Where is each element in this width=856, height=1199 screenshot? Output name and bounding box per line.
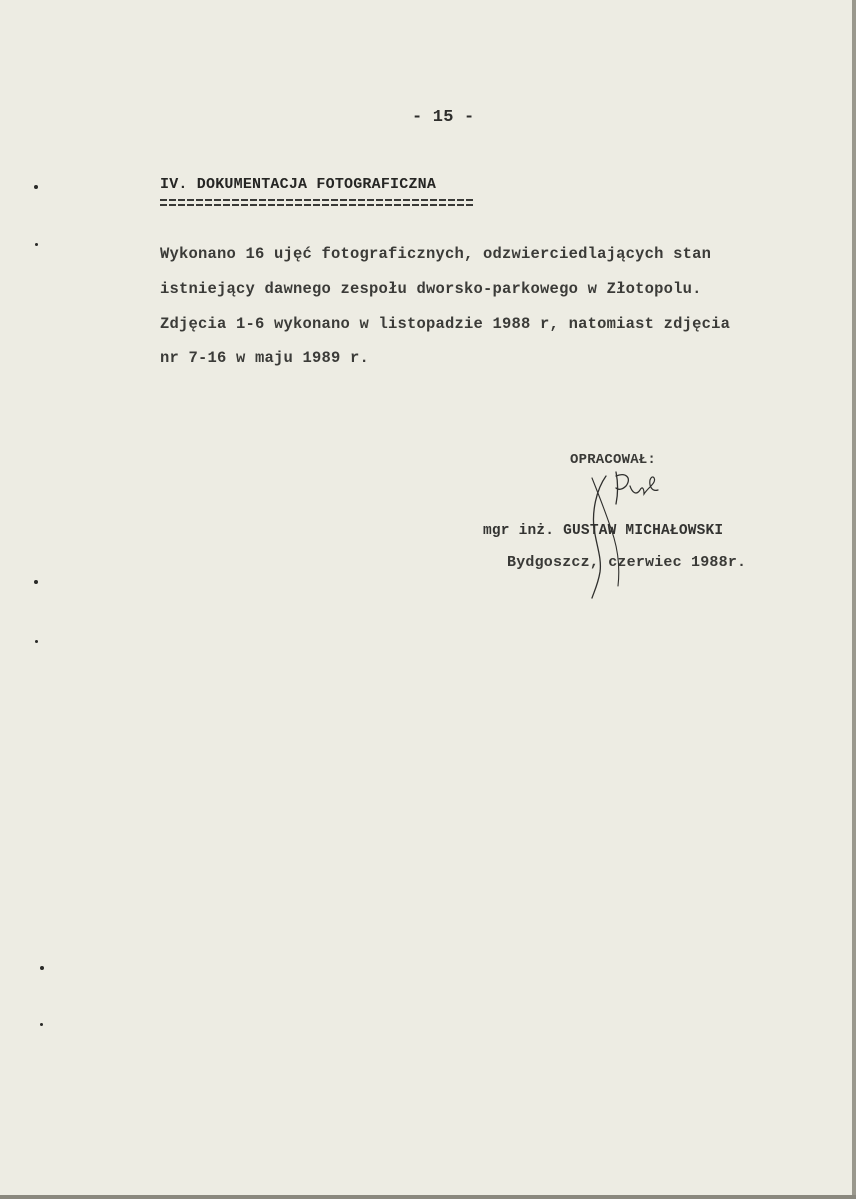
- prepared-by-label: OPRACOWAŁ:: [570, 452, 657, 468]
- page-edge-shadow-bottom: [0, 1195, 856, 1199]
- page-edge-shadow: [852, 0, 856, 1199]
- margin-punch-mark: [34, 580, 38, 584]
- handwritten-signature: [578, 468, 668, 600]
- page-number: - 15 -: [412, 108, 475, 127]
- heading-underline: [160, 199, 474, 207]
- author-name: mgr inż. GUSTAW MICHAŁOWSKI: [483, 523, 724, 539]
- body-text-line: istniejący dawnego zespołu dworsko-parkowego w Złotopolu.: [160, 280, 702, 298]
- margin-punch-mark: [34, 185, 38, 189]
- margin-punch-mark: [40, 1023, 43, 1026]
- margin-punch-mark: [35, 640, 38, 643]
- place-and-date: Bydgoszcz, czerwiec 1988r.: [507, 554, 747, 571]
- body-text-line: nr 7-16 w maju 1989 r.: [160, 349, 370, 367]
- section-heading: IV. DOKUMENTACJA FOTOGRAFICZNA: [160, 176, 437, 193]
- body-text-line: Wykonano 16 ujęć fotograficznych, odzwierciedlających stan: [160, 245, 712, 263]
- margin-punch-mark: [35, 243, 38, 246]
- body-text-line: Zdjęcia 1-6 wykonano w listopadzie 1988 r, natomiast zdjęcia: [160, 315, 731, 333]
- margin-punch-mark: [40, 966, 44, 970]
